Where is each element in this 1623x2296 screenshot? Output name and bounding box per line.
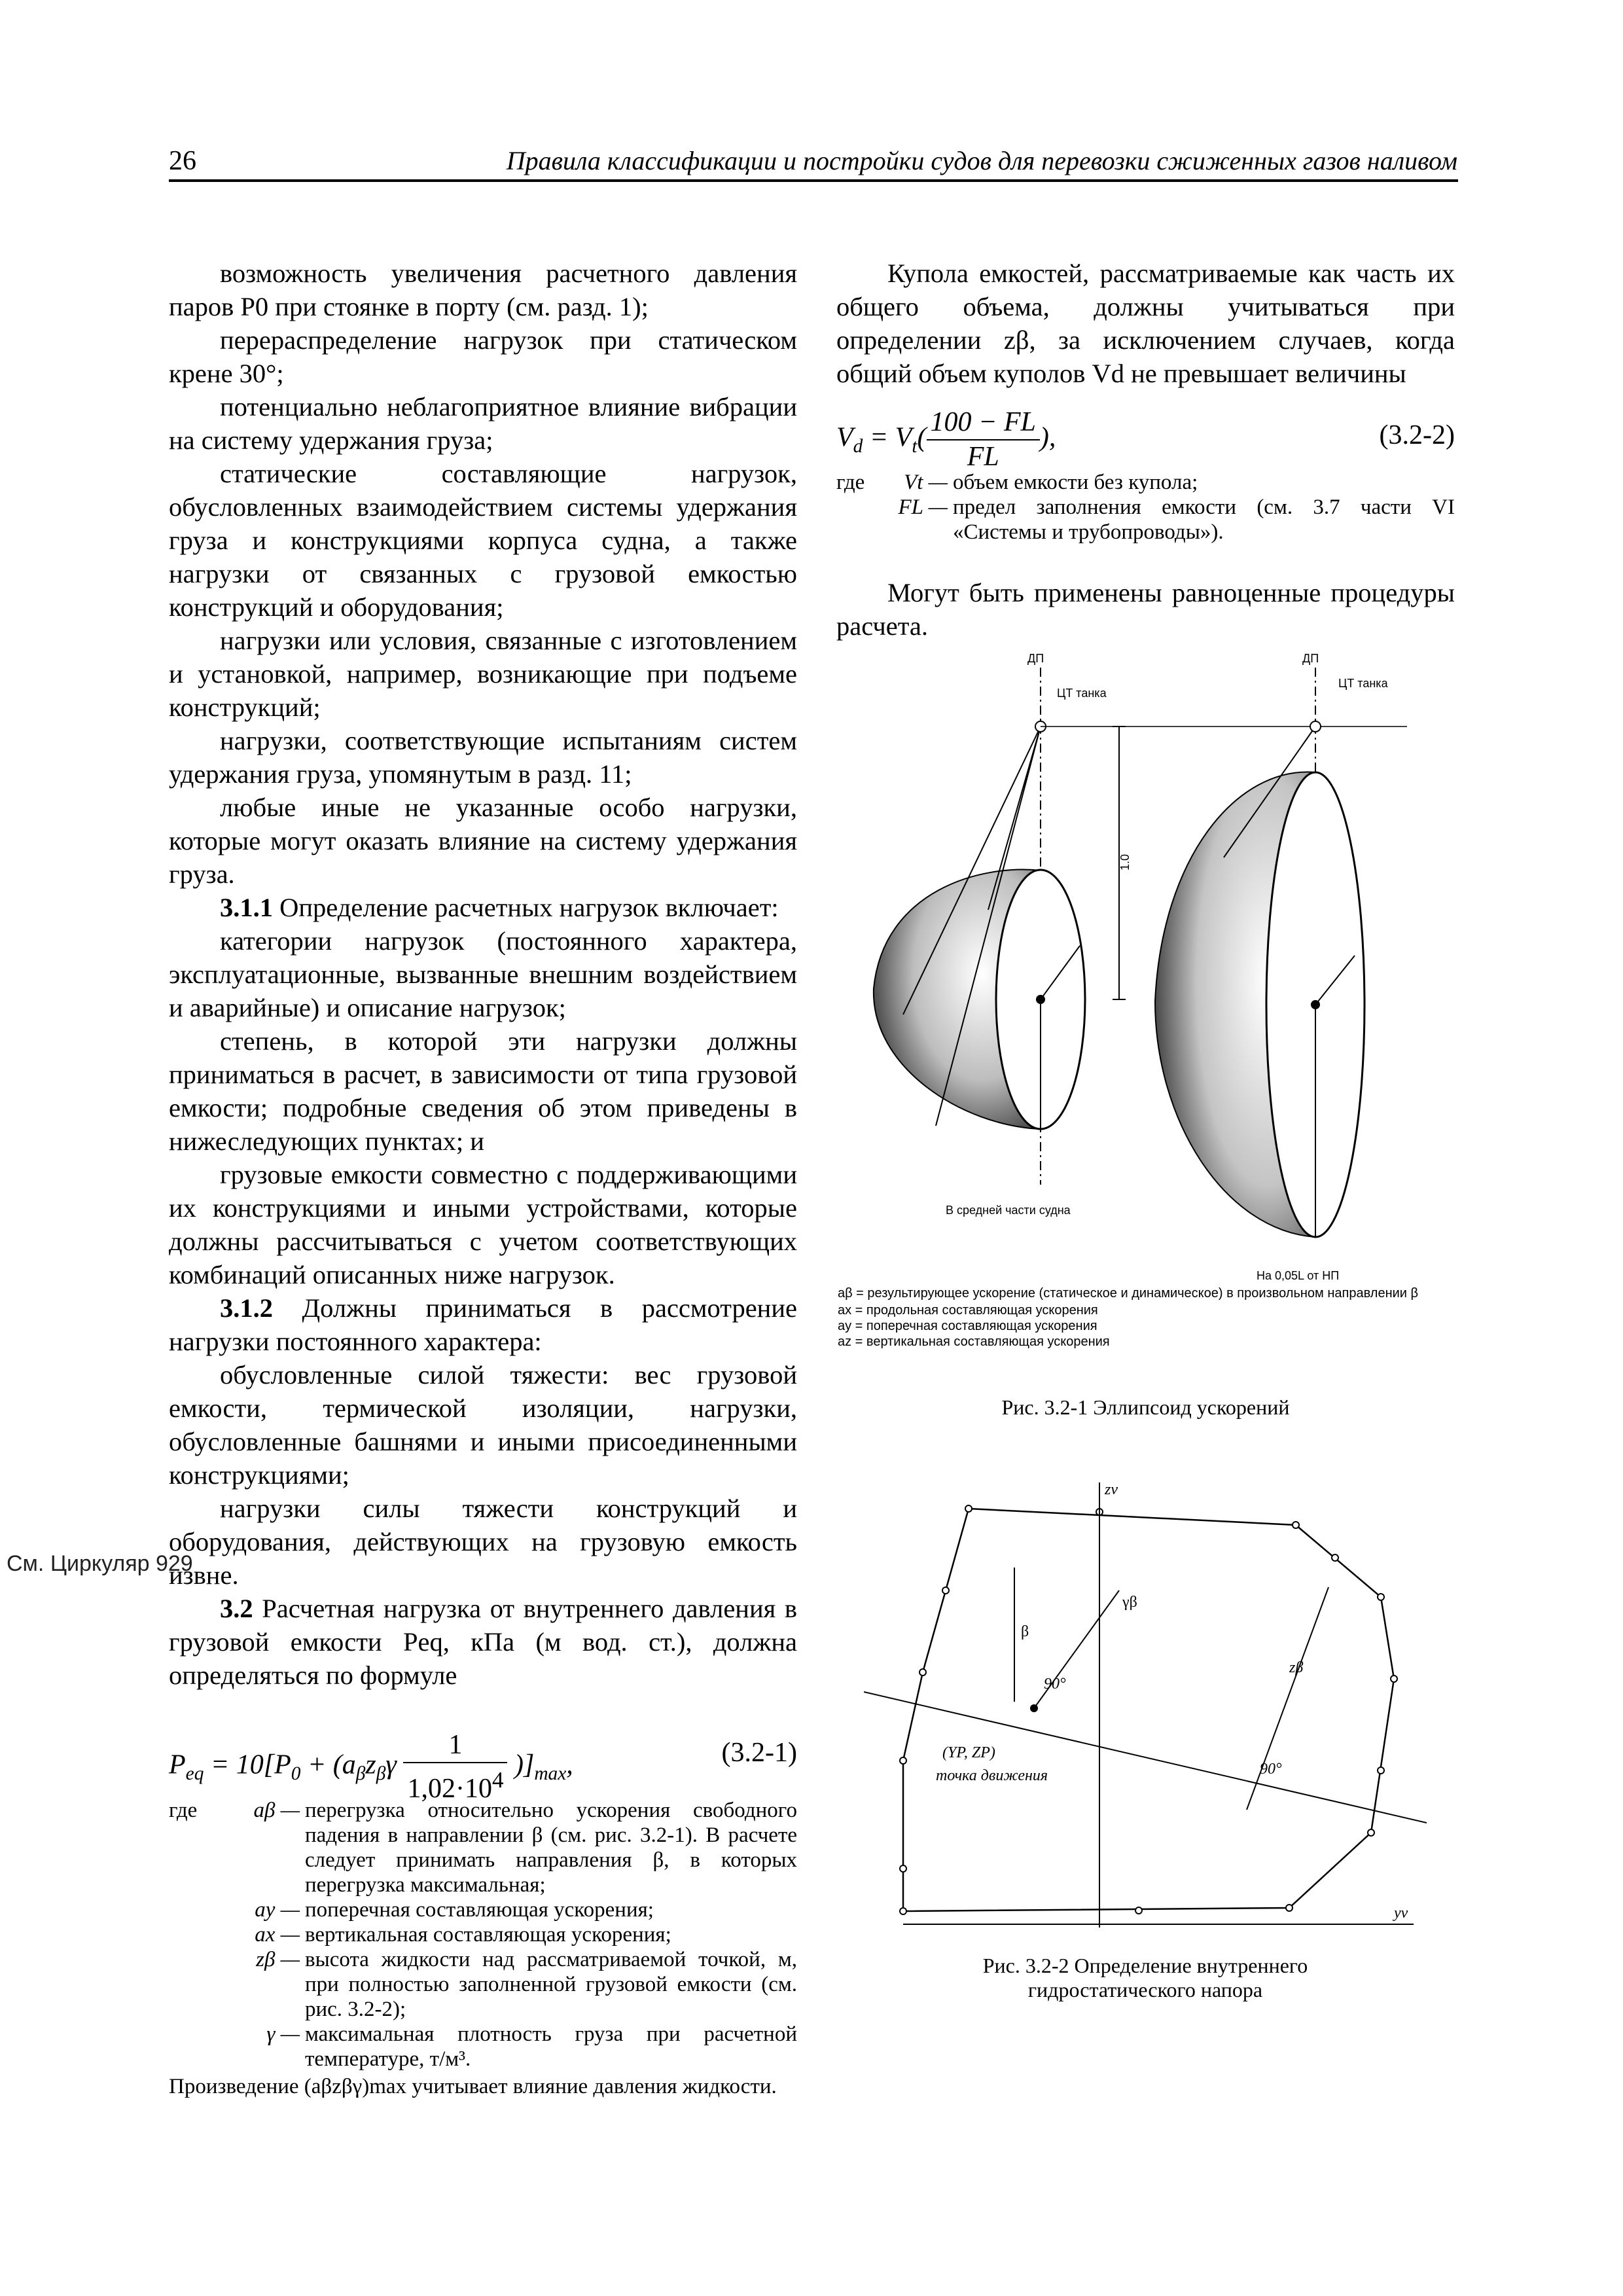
legend-symbol: aβ — <box>253 1799 300 1822</box>
paragraph: Купола емкостей, рассматриваемые как часть их общего объема, должны учитываться при определении zβ, за исключением случаев, когда общий объем куполов Vd не превышает величины <box>836 259 1455 388</box>
section-number: 3.1.1 <box>220 893 273 922</box>
where-word: где <box>169 1799 198 1822</box>
ellipsoid-figure <box>831 648 1453 1407</box>
legend-desc: предел заполнения емкости (см. 3.7 части VI «Системы и трубопроводы»). <box>953 495 1455 544</box>
right-column <box>836 257 1455 643</box>
legend-desc: высота жидкости над рассматриваемой точкой, м, при полностью заполненной грузовой емкости (см. рис. 3.2-2); <box>305 1948 797 2021</box>
section-number: 3.2 <box>220 1594 253 1623</box>
page-number: 26 <box>169 146 196 176</box>
point-coords: (YP, ZP) <box>942 1744 995 1761</box>
paragraph: нагрузки, соответствующие испытаниям систем удержания груза, упомянутым в разд. 11; <box>169 726 797 789</box>
beta-label: β <box>1021 1623 1029 1640</box>
paragraph: любые иные не указанные особо нагрузки, которые могут оказать влияние на систему удержания груза. <box>169 793 797 889</box>
formula-3-2-1 <box>169 1710 797 1804</box>
legend-desc: поперечная составляющая ускорения; <box>305 1898 654 1922</box>
header-rule <box>169 179 1458 182</box>
dimension-line <box>1113 726 1132 999</box>
dimension-label: 1.0 <box>1118 853 1132 870</box>
formula-number: (3.2-1) <box>721 1738 797 1768</box>
legend-desc: максимальная плотность груза при расчетной температуре, т/м³. <box>305 2022 797 2071</box>
section-text: Должны приниматься в рассмотрение нагрузки постоянного характера: <box>169 1293 797 1356</box>
legend-item: ay = поперечная составляющая ускорения <box>838 1319 1097 1333</box>
where-word: где <box>836 471 865 494</box>
angle-label-2: 90° <box>1260 1761 1282 1778</box>
section-number: 3.1.2 <box>220 1293 273 1323</box>
legend-item: ax = продольная составляющая ускорения <box>838 1303 1098 1318</box>
formula-body: $V_d = V_t$( $\frac{100 - FL}{FL}$ ), <box>836 407 1056 472</box>
legend-symbol: Vt — <box>904 471 948 494</box>
legend-symbol: ay — <box>255 1898 300 1922</box>
margin-note: См. Циркуляр 929 <box>7 1551 193 1576</box>
fore-label: На 0,05L от НП <box>1257 1269 1340 1282</box>
legend-desc: объем емкости без купола; <box>953 471 1198 494</box>
paragraph: степень, в которой эти нагрузки должны приниматься в расчет, в зависимости от типа грузовой емкости; подробные сведения об этом приведены в нижеследующих пунктах; и <box>169 1026 797 1156</box>
legend-symbol: zβ — <box>256 1948 300 1971</box>
legend-item: az = вертикальная составляющая ускорения <box>838 1335 1110 1349</box>
midship-label: В средней части судна <box>946 1204 1071 1217</box>
legend-desc: вертикальная составляющая ускорения; <box>305 1923 671 1946</box>
legend-item: aβ = результирующее ускорение (статическое и динамическое) в произвольном направлении β <box>838 1286 1419 1300</box>
paragraph: категории нагрузок (постоянного характера, эксплуатационные, вызванные внешним воздействием и аварийные) и описание нагрузок; <box>169 926 797 1022</box>
section-3-1-2 <box>169 1291 797 1358</box>
paragraph: нагрузки силы тяжести конструкций и оборудования, действующих на грузовую емкость извне. <box>169 1494 797 1590</box>
section-3-1-1 <box>169 891 797 924</box>
z-beta-label: zβ <box>1289 1659 1304 1676</box>
formula-number: (3.2-2) <box>1379 420 1455 450</box>
legend-symbol: FL — <box>898 495 948 519</box>
ellipsoid-fore <box>1155 668 1364 1237</box>
figure-legend <box>838 1286 1418 1349</box>
ct-label-left: ЦТ танка <box>1057 687 1107 700</box>
zv-axis-label: zv <box>1105 1481 1118 1498</box>
paragraph: статические составляющие нагрузок, обусловленных взаимодействием системы удержания груза и конструкциями корпуса судна, а также нагрузки от связанных с грузовой емкостью конструкций и оборудования; <box>169 459 797 622</box>
angle-label-1: 90° <box>1044 1676 1066 1693</box>
hydrostatic-head-figure <box>864 1476 1427 1947</box>
gamma-beta-label: γβ <box>1122 1594 1137 1611</box>
paragraph: нагрузки или условия, связанные с изготовлением и установкой, например, возникающие при подъеме конструкций; <box>169 626 797 722</box>
closing-note: Произведение (aβzβγ)max учитывает влияние давления жидкости. <box>169 2075 777 2098</box>
ct-label-right: ЦТ танка <box>1338 677 1388 690</box>
legend-symbol: ax — <box>255 1923 300 1946</box>
paragraph: Могут быть применены равноценные процедуры расчета. <box>836 578 1455 641</box>
section-3-2 <box>169 1592 797 1692</box>
ellipsoid-midship <box>874 668 1085 1185</box>
running-title: Правила классификации и постройки судов для перевозки сжиженных газов наливом <box>506 146 1457 175</box>
paragraph: потенциально неблагоприятное влияние вибрации на систему удержания груза; <box>169 392 797 455</box>
point-name: точка движения <box>936 1767 1048 1784</box>
section-text: Расчетная нагрузка от внутреннего давления в грузовой емкости Peq, кПа (м вод. ст.), должна определяться по формуле <box>169 1594 798 1690</box>
formula-legend <box>169 1798 797 2099</box>
legend-desc: перегрузка относительно ускорения свободного падения в направлении β (см. рис. 3.2-1). В расчете следует принимать направления β, в которых перегрузка максимальная; <box>305 1799 797 1897</box>
dp-label-right: ДП <box>1302 652 1319 665</box>
formula-3-2-2 <box>836 398 1455 470</box>
legend-symbol: γ — <box>266 2022 300 2046</box>
figure-caption-1: Рис. 3.2-1 Эллипсоид ускорений <box>1001 1395 1290 1419</box>
dp-label-left: ДП <box>1027 652 1044 665</box>
paragraph: перераспределение нагрузок при статическом крене 30°; <box>169 325 797 388</box>
paragraph: возможность увеличения расчетного давления паров P0 при стоянке в порту (см. разд. 1); <box>169 259 797 321</box>
paragraph: грузовые емкости совместно с поддерживающими их конструкциями и иными устройствами, которые должны рассчитываться с учетом соответствующих комбинаций описанных ниже нагрузок. <box>169 1160 797 1289</box>
formula-body: $P_{eq} = 10[P_0 + (a_\beta z_\beta\gamma$ $\frac{1}{1,02\cdot 10^4}$ )]$_{max}$, <box>169 1730 573 1804</box>
paragraph: обусловленные силой тяжести: вес грузовой емкости, термической изоляции, нагрузки, обусловленные башнями и иными присоединенными конструкциями; <box>169 1360 797 1490</box>
figure-caption-2: Рис. 3.2-2 Определение внутреннего гидростатического напора <box>982 1954 1308 2001</box>
section-text: Определение расчетных нагрузок включает: <box>279 893 779 922</box>
yv-axis-label: yv <box>1394 1905 1408 1922</box>
left-column <box>169 257 797 2099</box>
formula-legend <box>836 470 1455 545</box>
